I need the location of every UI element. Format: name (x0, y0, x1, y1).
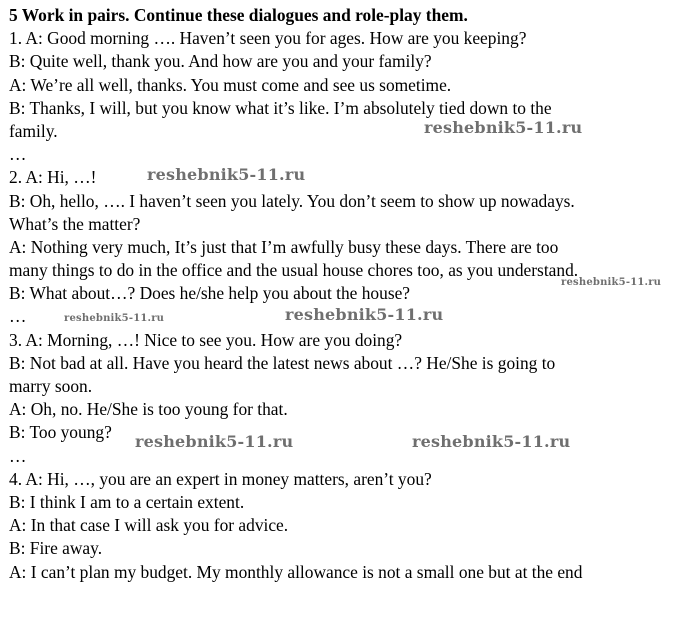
exercise-heading: 5 Work in pairs. Continue these dialogues and role-play them. (9, 5, 468, 25)
dialogue-line-2: B: Quite well, thank you. And how are you and your family? (9, 51, 432, 72)
watermark: reshebnik5-11.ru (412, 432, 571, 451)
dialogue-line-7: 2. A: Hi, …! (9, 167, 97, 188)
ellipsis-line-3: … (9, 445, 27, 466)
dialogue-line-14: 3. A: Morning, …! Nice to see you. How are you doing? (9, 329, 403, 350)
dialogue-line-21: B: I think I am to a certain extent. (9, 491, 245, 512)
watermark: reshebnik5-11.ru (285, 305, 444, 324)
dialogue-line-1: 1. A: Good morning …. Haven’t seen you for ages. How are you keeping? (9, 28, 527, 49)
dialogue-line-9: What’s the matter? (9, 213, 141, 234)
watermark: reshebnik5-11.ru (147, 165, 306, 184)
ellipsis-line-2: … (9, 306, 27, 327)
dialogue-line-8: B: Oh, hello, …. I haven’t seen you lately. You don’t seem to show up nowadays. (9, 190, 575, 211)
dialogue-line-3: A: We’re all well, thanks. You must come and see us sometime. (9, 74, 452, 95)
watermark: reshebnik5-11.ru (135, 432, 294, 451)
dialogue-line-15: B: Not bad at all. Have you heard the latest news about …? He/She is going to (9, 352, 556, 373)
dialogue-line-20: 4. A: Hi, …, you are an expert in money matters, aren’t you? (9, 468, 432, 489)
watermark: reshebnik5-11.ru (561, 277, 662, 288)
dialogue-line-17: A: Oh, no. He/She is too young for that. (9, 399, 288, 420)
dialogue-line-18: B: Too young? (9, 422, 112, 443)
watermark: reshebnik5-11.ru (424, 118, 583, 137)
dialogue-line-11: many things to do in the office and the usual house chores too, as you understand. (9, 260, 579, 281)
dialogue-line-16: marry soon. (9, 376, 93, 396)
ellipsis-line-1: … (9, 144, 27, 165)
dialogue-line-4: B: Thanks, I will, but you know what it’s like. I’m absolutely tied down to the (9, 97, 552, 118)
dialogue-line-10: A: Nothing very much, It’s just that I’m awfully busy these days. There are too (9, 236, 559, 257)
watermark: reshebnik5-11.ru (64, 313, 165, 324)
dialogue-line-12: B: What about…? Does he/she help you about the house? (9, 283, 411, 304)
dialogue-line-5: family. (9, 120, 58, 141)
dialogue-line-23: B: Fire away. (9, 538, 103, 559)
dialogue-line-24: A: I can’t plan my budget. My monthly allowance is not a small one but at the end (9, 561, 583, 582)
dialogue-line-22: A: In that case I will ask you for advice. (9, 515, 289, 536)
exercise-document (9, 4, 689, 584)
